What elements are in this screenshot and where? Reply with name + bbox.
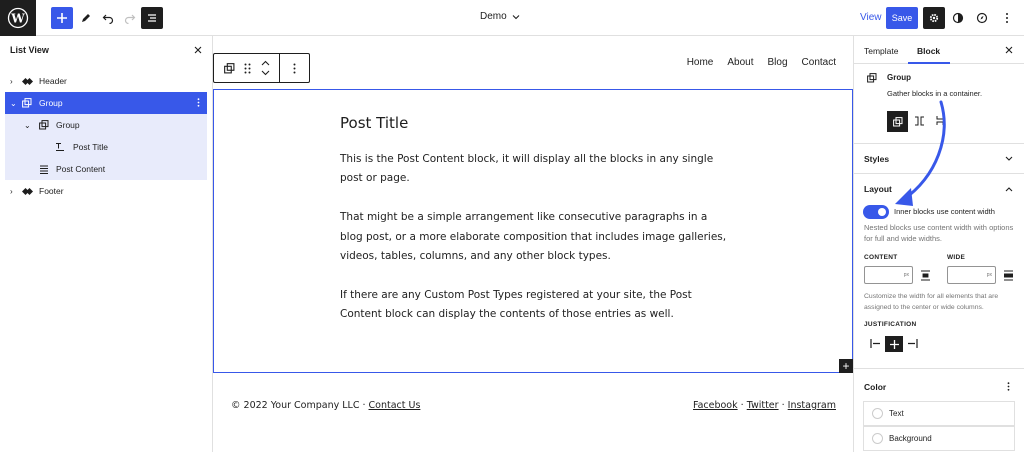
selected-group-block[interactable]: [213, 89, 853, 373]
color-label: Color: [864, 382, 887, 392]
add-block-button[interactable]: [51, 7, 73, 29]
list-item-label: Post Content: [56, 164, 106, 174]
chevron-up-icon[interactable]: [1005, 186, 1013, 192]
layout-label: Layout: [864, 184, 892, 194]
svg-text:W: W: [11, 11, 25, 26]
footer-copyright: [231, 400, 420, 411]
move-up-down-icon[interactable]: [261, 59, 270, 77]
save-button[interactable]: Save: [886, 7, 918, 29]
list-item-post-title[interactable]: [5, 136, 207, 158]
content-width-label: CONTENT: [864, 254, 898, 261]
nav-link-home[interactable]: Home: [686, 57, 714, 68]
template-part-icon: [22, 77, 33, 86]
list-item-post-content[interactable]: [5, 158, 207, 180]
nav-link-blog[interactable]: Blog: [767, 57, 788, 68]
justify-right-icon[interactable]: [907, 339, 918, 348]
justify-left-icon[interactable]: [870, 339, 881, 348]
post-title-icon: [55, 142, 65, 152]
settings-sidebar: [853, 36, 1024, 452]
content-width-toggle[interactable]: [863, 205, 889, 219]
block-inserter-plus-icon[interactable]: +: [839, 359, 853, 373]
navigation-menu: [687, 57, 836, 68]
contact-us-link[interactable]: Contact Us: [368, 400, 421, 411]
list-item-label: Group: [56, 120, 80, 130]
justification-label: JUSTIFICATION: [864, 321, 917, 328]
separator: ·: [740, 400, 744, 411]
styles-half-circle-icon[interactable]: [947, 7, 969, 29]
width-help-text: Customize the width for all elements that are assigned to the center or wide columns.: [864, 293, 999, 311]
list-item-group-selected[interactable]: [5, 92, 207, 114]
view-link[interactable]: View: [860, 12, 882, 23]
more-options-vertical-icon[interactable]: [293, 63, 296, 74]
block-toolbar: [213, 53, 310, 83]
undo-icon[interactable]: [97, 7, 119, 29]
chevron-right-icon[interactable]: ›: [10, 186, 13, 196]
list-item-label: Footer: [39, 186, 64, 196]
block-name: Group: [887, 73, 911, 82]
sidebar-tabs: [854, 36, 1024, 64]
more-options-vertical-icon[interactable]: [1007, 382, 1010, 391]
facebook-link[interactable]: Facebook: [692, 400, 738, 411]
close-icon[interactable]: [1005, 46, 1013, 54]
block-description: Gather blocks in a container.: [887, 89, 983, 98]
group-icon: [39, 120, 49, 130]
content-width-input[interactable]: [864, 266, 913, 284]
paragraph[interactable]: This is the Post Content block, it will display all the blocks in any single post or page.: [340, 153, 714, 185]
more-options-vertical-icon[interactable]: [996, 7, 1018, 29]
list-view-panel: [0, 36, 213, 452]
color-swatch: [872, 408, 883, 419]
template-part-icon: [22, 187, 33, 196]
document-title-text: Demo: [480, 11, 507, 22]
redo-icon[interactable]: [119, 7, 141, 29]
list-item-label: Post Title: [73, 142, 108, 152]
copyright-text: © 2022 Your Company LLC ·: [231, 400, 369, 411]
unit-label: px: [986, 272, 992, 278]
annotation-arrow-icon: [889, 96, 959, 211]
top-toolbar: [0, 0, 1024, 36]
color-item-label: Text: [889, 409, 904, 418]
text-color-row[interactable]: [863, 401, 1015, 426]
toggle-help-text: Nested blocks use content width with options for full and wide widths.: [864, 223, 1014, 243]
footer-social-links: [693, 400, 836, 411]
post-content-block[interactable]: [340, 150, 730, 344]
list-view-button[interactable]: [141, 7, 163, 29]
list-view-title: List View: [10, 45, 49, 55]
separator: ·: [781, 400, 785, 411]
background-color-row[interactable]: [863, 426, 1015, 451]
nav-link-contact[interactable]: Contact: [801, 57, 836, 68]
wide-width-label: WIDE: [947, 254, 966, 261]
instagram-link[interactable]: Instagram: [787, 400, 836, 411]
justify-center-button[interactable]: [885, 336, 903, 352]
chevron-down-icon: [512, 13, 520, 21]
post-title[interactable]: Post Title: [340, 114, 409, 132]
list-item-inner-group[interactable]: [5, 114, 207, 136]
align-wide-icon[interactable]: [1004, 270, 1013, 281]
chevron-down-icon[interactable]: ⌄: [10, 98, 17, 108]
paragraph[interactable]: If there are any Custom Post Types registered at your site, the Post Content block can display the contents of those entries as well.: [340, 288, 692, 321]
list-item-label: Group: [39, 98, 63, 108]
group-icon: [22, 98, 32, 108]
document-title[interactable]: [480, 11, 520, 22]
justify-center-icon: [889, 340, 900, 349]
chevron-right-icon[interactable]: ›: [10, 76, 13, 86]
wordpress-logo-icon[interactable]: [0, 0, 36, 36]
color-item-label: Background: [889, 434, 932, 443]
nav-link-about[interactable]: About: [727, 57, 754, 68]
toolbar-divider: [279, 54, 280, 82]
list-view-header: [0, 36, 212, 64]
list-item-header[interactable]: [0, 70, 207, 92]
settings-gear-icon[interactable]: [923, 7, 945, 29]
group-icon: [867, 73, 877, 83]
color-swatch: [872, 433, 883, 444]
align-center-icon[interactable]: [921, 270, 930, 281]
edit-tool-pencil-icon[interactable]: [75, 7, 97, 29]
close-icon[interactable]: [194, 46, 202, 54]
toggle-label: Inner blocks use content width: [894, 207, 995, 216]
styles-label: Styles: [864, 154, 890, 164]
chevron-down-icon: [1005, 156, 1013, 162]
unit-label: px: [903, 272, 909, 278]
wide-width-input[interactable]: [947, 266, 996, 284]
list-item-footer[interactable]: [0, 180, 207, 202]
list-item-label: Header: [39, 76, 67, 86]
twitter-link[interactable]: Twitter: [746, 400, 779, 411]
drag-handle-icon[interactable]: [244, 63, 251, 74]
paragraph[interactable]: That might be a simple arrangement like consecutive paragraphs in a blog post, or a more elaborate composition that includes image galleries, videos, tables, columns, and any other block types.: [340, 211, 727, 263]
options-vertical-icon[interactable]: [197, 98, 200, 109]
tab-template[interactable]: Template: [864, 46, 899, 56]
tab-block[interactable]: Block: [917, 46, 941, 56]
chevron-down-icon[interactable]: ⌄: [24, 120, 31, 130]
color-panel: [854, 369, 1024, 452]
editor-canvas: [213, 36, 853, 452]
group-block-icon[interactable]: [224, 63, 235, 74]
post-content-icon: [39, 164, 49, 174]
compass-icon[interactable]: [971, 7, 993, 29]
